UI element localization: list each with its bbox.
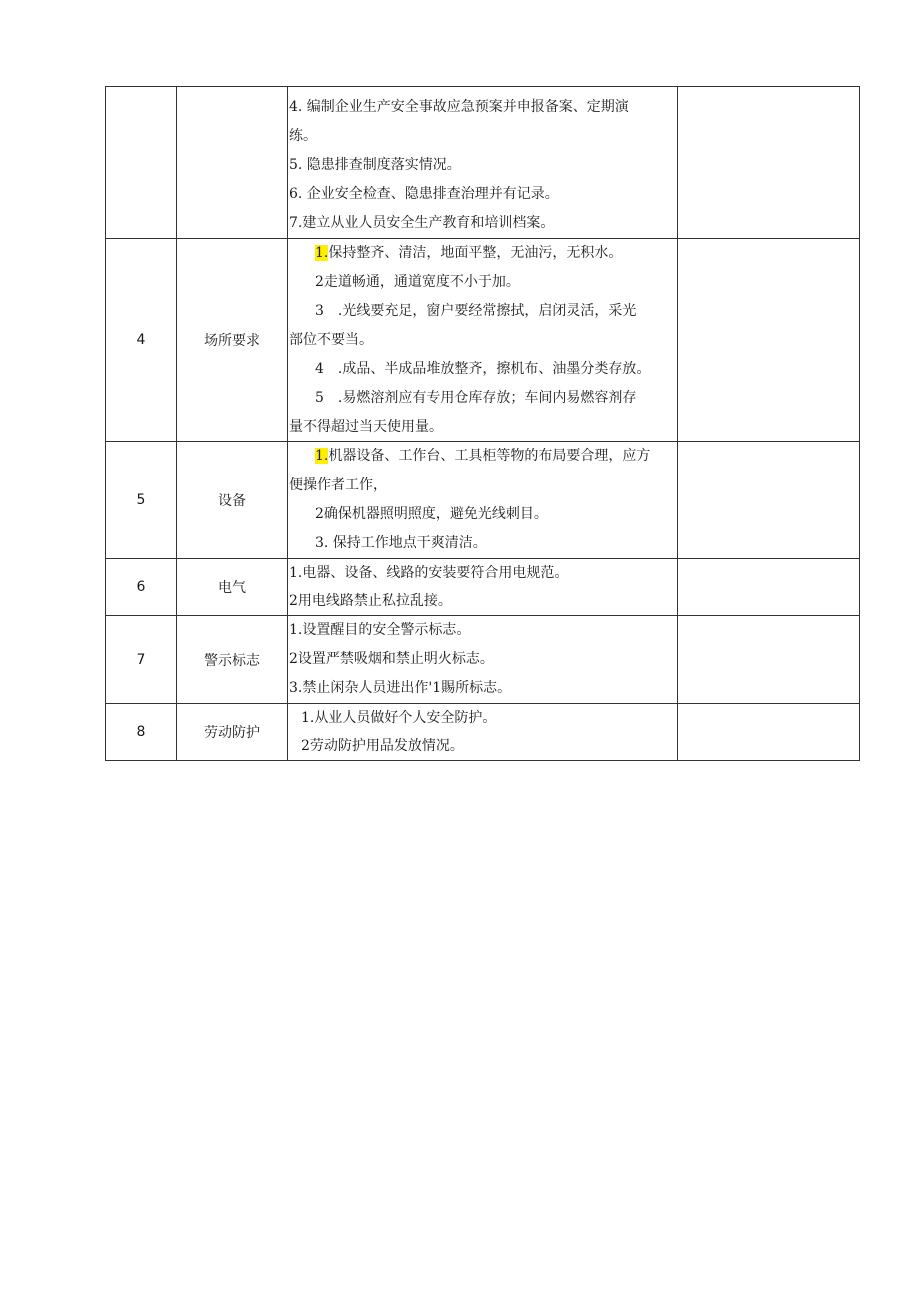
row-remarks xyxy=(678,87,860,239)
row-content xyxy=(288,442,678,559)
row-category xyxy=(177,87,288,239)
content-line: 2设置严禁吸烟和禁止明火标志。 xyxy=(289,651,494,667)
content-line: 3.禁止闲杂人员进出作'1賜所标志。 xyxy=(289,680,512,696)
content-line: 2劳动防护用品发放情况。 xyxy=(301,738,464,754)
row-remarks xyxy=(678,239,860,442)
table-row xyxy=(106,616,860,704)
content-line: 2走道畅通，通道宽度不小于加。 xyxy=(315,274,520,290)
row-content xyxy=(288,559,678,616)
content-line: 1.电器、设备、线路的安装要符合用电规范。 xyxy=(289,565,569,581)
row-number: 6 xyxy=(106,559,177,616)
row-category: 场所要求 xyxy=(177,239,288,442)
highlighted-marker: 1. xyxy=(315,448,329,464)
content-line: 1.机器设备、工作台、工具柜等物的布局要合理，应方 xyxy=(315,448,651,464)
row-number: 8 xyxy=(106,704,177,761)
row-remarks xyxy=(678,704,860,761)
row-content xyxy=(288,704,678,761)
content-line: 3. 保持工作地点干爽清洁。 xyxy=(315,535,487,551)
row-number: 4 xyxy=(106,239,177,442)
row-content xyxy=(288,87,678,239)
highlighted-marker: 1. xyxy=(315,245,329,261)
content-line: 1.从业人员做好个人安全防护。 xyxy=(301,710,497,726)
content-line: 7.建立从业人员安全生产教育和培训档案。 xyxy=(289,215,555,231)
row-content xyxy=(288,616,678,704)
table-row xyxy=(106,239,860,442)
content-line: 部位不要当。 xyxy=(289,332,373,348)
content-line: 2用电线路禁止私拉乱接。 xyxy=(289,593,452,609)
content-line: 5. 隐患排查制度落实情况。 xyxy=(289,157,461,173)
content-line: 5 .易燃溶剂应有专用仓库存放；车间内易燃容剂存 xyxy=(315,390,637,406)
content-line: 6. 企业安全检查、隐患排查治理并有记录。 xyxy=(289,186,559,202)
content-line: 3 .光线要充足，窗户要经常擦拭，启闭灵活，采光 xyxy=(315,303,637,319)
table-row xyxy=(106,87,860,239)
row-category: 设备 xyxy=(177,442,288,559)
content-line: 1.设置醒目的安全警示标志。 xyxy=(289,622,471,638)
content-line: 便操作者工作， xyxy=(289,477,387,493)
row-number: 5 xyxy=(106,442,177,559)
row-number: 7 xyxy=(106,616,177,704)
content-line: 4 .成品、半成品堆放整齐，擦机布、油墨分类存放。 xyxy=(315,361,651,377)
row-content xyxy=(288,239,678,442)
row-remarks xyxy=(678,559,860,616)
content-line: 1.保持整齐、清洁，地面平整，无油污，无积水。 xyxy=(315,245,623,261)
row-remarks xyxy=(678,442,860,559)
content-line: 2确保机器照明照度，避免光线刺目。 xyxy=(315,506,548,522)
content-line: 练。 xyxy=(289,128,317,144)
row-category: 电气 xyxy=(177,559,288,616)
row-category: 警示标志 xyxy=(177,616,288,704)
row-remarks xyxy=(678,616,860,704)
table-row xyxy=(106,559,860,616)
row-category: 劳动防护 xyxy=(177,704,288,761)
row-number xyxy=(106,87,177,239)
content-line: 量不得超过当天使用量。 xyxy=(289,419,443,435)
inspection-table xyxy=(105,86,860,761)
content-line: 4. 编制企业生产安全事故应急预案并申报备案、定期演 xyxy=(289,99,629,115)
table-row xyxy=(106,704,860,761)
table-row xyxy=(106,442,860,559)
